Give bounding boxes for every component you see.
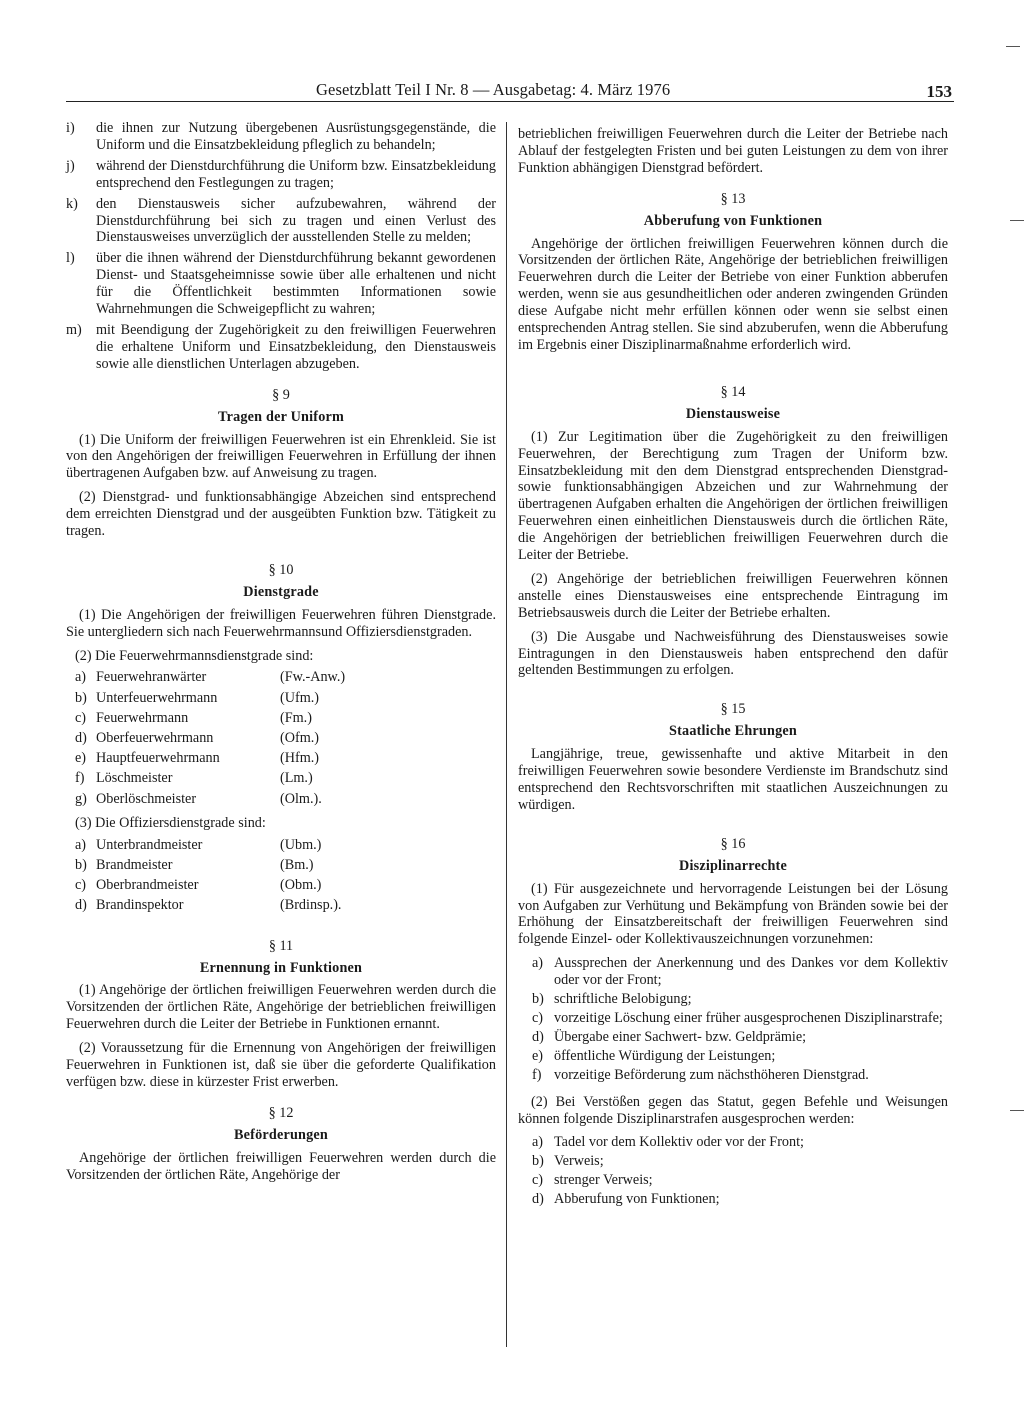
rank-row: e) Hauptfeuerwehrmann (Hfm.) [75, 750, 320, 767]
section-number: § 16 [720, 835, 746, 852]
rank-row: a) Unterbrandmeister (Ubm.) [75, 836, 322, 853]
left-column [66, 120, 496, 1190]
rank-row: g) Oberlöschmeister (Olm.). [75, 790, 322, 807]
awards-list [518, 955, 948, 1083]
paragraph: (1) Für ausgezeichnete und hervorragende Leistungen bei der Lösung von Aufgaben zur Verhütung und Bekämpfung von Bränden sowie bei der Erhöhung der Einsatzbereitschaft der freiwilligen Feuerwehren sind folgende Einzel- oder Kollektivauszeichnungen vorzunehmen: [518, 880, 948, 948]
section-number: § 11 [268, 937, 294, 954]
page-number: 153 [926, 82, 952, 101]
section-number: § 10 [268, 561, 294, 578]
section-title: Staatliche Ehrungen [669, 723, 797, 740]
scan-speck [1010, 1110, 1024, 1111]
list-item: j) während der Dienstdurchführung die Uniform bzw. Einsatzbekleidung entsprechend den Festlegungen zu tragen; [66, 157, 496, 191]
scan-speck [1006, 46, 1020, 47]
section-number: § 14 [720, 383, 746, 400]
rank-row: c) Feuerwehrmann (Fm.) [75, 709, 312, 726]
paragraph: (2) Angehörige der betrieblichen freiwilligen Feuerwehren können anstelle eines Dienstausweises eine entsprechende Eintragung im Betriebsausweis durch die Leiter der Betriebe erhalten. [518, 570, 948, 621]
list-item: a) Aussprechen der Anerkennung und des Dankes vor dem Kollektiv oder vor der Front; [532, 955, 948, 989]
rank-row: d) Brandinspektor (Brdinsp.). [75, 897, 342, 914]
list-item: c) strenger Verweis; [532, 1172, 653, 1189]
list-item: b) Verweis; [532, 1153, 604, 1170]
section-title: Tragen der Uniform [217, 408, 344, 425]
gazette-title: Gesetzblatt Teil I Nr. 8 — Ausgabetag: 4. März 1976 [316, 80, 671, 99]
penalties-list [518, 1134, 948, 1208]
section-title: Abberufung von Funktionen [643, 212, 823, 229]
column-divider [506, 122, 507, 1347]
header-rule [66, 101, 954, 102]
rank-row: a) Feuerwehranwärter (Fw.-Anw.) [75, 669, 346, 686]
rank-list-intro: (2) Die Feuerwehrmannsdienstgrade sind: [75, 647, 314, 664]
scan-speck [1010, 220, 1024, 221]
paragraph: (3) Die Ausgabe und Nachweisführung des Dienstausweises sowie Eintragungen in den Dienstausweis haben entsprechend den dafür geltenden Bestimmungen zu erfolgen. [518, 628, 948, 679]
paragraph: Langjährige, treue, gewissenhafte und aktive Mitarbeit in den freiwilligen Feuerwehren sowie besondere Verdienste im Brandschutz sind entsprechend den Rechtsvorschriften mit staatlichen Auszeichnungen zu würdigen. [518, 746, 948, 813]
list-item: e) öffentliche Würdigung der Leistungen; [532, 1047, 776, 1064]
rank-row: b) Brandmeister (Bm.) [75, 857, 314, 873]
list-item: l) über die ihnen während der Dienstdurchführung bekannt gewordenen Dienst- und Staatsgeheimnisse sowie über alle erhaltenen und nicht für die Öffentlichkeit bestimmten Informationen sowie Wahrnehmungen die Schweigepflicht zu wahren; [66, 250, 496, 318]
paragraph: Angehörige der örtlichen freiwilligen Feuerwehren werden durch die Vorsitzenden der örtlichen Räte, Angehörige der [66, 1149, 496, 1183]
list-item: f) vorzeitige Beförderung zum nächsthöheren Dienstgrad. [532, 1066, 869, 1083]
rank-row: f) Löschmeister (Lm.) [75, 770, 313, 787]
rank-list-intro: (3) Die Offiziersdienstgrade sind: [75, 814, 266, 831]
list-item: i) die ihnen zur Nutzung übergebenen Ausrüstungsgegenstände, die Uniform und die Einsatzbekleidung pfleglich zu behandeln; [66, 120, 496, 153]
section-title: Dienstausweise [685, 405, 781, 422]
paragraph: (1) Angehörige der örtlichen freiwilligen Feuerwehren werden durch die Vorsitzenden der örtlichen Räte, Angehörige der betrieblichen freiwilligen Feuerwehren durch die Leiter der Betriebe in Funktionen ernannt. [66, 982, 496, 1033]
rank-row: d) Oberfeuerwehrmann (Ofm.) [75, 730, 320, 747]
list-item: d) Übergabe einer Sachwert- bzw. Geldprämie; [532, 1028, 807, 1045]
section-number: § 12 [268, 1104, 294, 1121]
list-item: c) vorzeitige Löschung einer früher ausgesprochenen Disziplinarstrafe; [532, 1009, 943, 1026]
paragraph: (2) Dienstgrad- und funktionsabhängige Abzeichen sind entsprechend dem erreichten Dienstgrad und der ausgeübten Funktion bzw. Tätigkeit zu tragen. [66, 489, 496, 540]
list-item: a) Tadel vor dem Kollektiv oder vor der Front; [532, 1134, 804, 1151]
section-title: Dienstgrade [243, 583, 319, 600]
section-title: Ernennung in Funktionen [199, 959, 363, 976]
section-number: § 13 [720, 190, 746, 207]
rank-row: c) Oberbrandmeister (Obm.) [75, 877, 322, 894]
paragraph: (1) Zur Legitimation über die Zugehörigkeit zu den freiwilligen Feuerwehren, der Berechtigung zum Tragen der Uniform bzw. Einsatzbekleidung mit den dem Dienstgrad entsprechenden Dienstgrad- sowie funktionsabhängigen Abzeichen und zur Wahrnehmung der übertragenen Aufgaben erhalten die Angehörigen der örtlichen freiwilligen Feuerwehren einen einheitlichen Dienstausweis durch die örtlichen Räte, die Angehörigen der betrieblichen freiwilligen Feuerwehren durch die Leiter der Betriebe. [518, 428, 948, 564]
rank-list [66, 667, 496, 808]
section-number: § 9 [272, 386, 290, 403]
paragraph: (2) Bei Verstößen gegen das Statut, gegen Befehle und Weisungen können folgende Disziplinarstrafen ausgesprochen werden: [518, 1093, 948, 1127]
list-item: d) Abberufung von Funktionen; [532, 1191, 720, 1208]
section-title: Beförderungen [233, 1126, 329, 1143]
list-item: m) mit Beendigung der Zugehörigkeit zu den freiwilligen Feuerwehren die erhaltene Uniform und Einsatzbekleidung, den Dienstausweis sowie alle dienstlichen Unterlagen abzugeben. [66, 321, 496, 372]
paragraph: Angehörige der örtlichen freiwilligen Feuerwehren können durch die Vorsitzenden der örtlichen Räte, Angehörige der betrieblichen freiwilligen Feuerwehren durch die Leiter der Betriebe von einer Funktion abberufen werden, wenn sie aus gesundheitlichen oder anderen zwingenden Gründen diese Aufgabe nicht mehr erfüllen können oder wenn sie selbst einen entsprechenden Antrag stellen. Sie sind abzuberufen, wenn die Abberufung im Ergebnis einer Disziplinarmaßnahme erforderlich wird. [518, 235, 948, 353]
right-column [518, 126, 948, 1210]
section-number: § 15 [720, 701, 746, 718]
section-title: Disziplinarrechte [679, 857, 787, 874]
paragraph: (2) Voraussetzung für die Ernennung von Angehörigen der freiwilligen Feuerwehren in Funktionen ist, daß sie über die geforderte Qualifikation verfügen bzw. diese in kürzester Frist erwerben. [66, 1040, 496, 1090]
paragraph-continued: betrieblichen freiwilligen Feuerwehren durch die Leiter der Betriebe nach Ablauf der festgelegten Fristen und bei guten Leistungen zu dem von ihrer Funktion abhängigen Dienstgrad befördert. [518, 126, 948, 176]
list-item: b) schriftliche Belobigung; [532, 991, 692, 1008]
duties-list [66, 120, 496, 373]
officer-rank-list [66, 835, 496, 916]
paragraph: (1) Die Angehörigen der freiwilligen Feuerwehren führen Dienstgrade. Sie untergliedern sich nach Feuerwehrmannsund Offiziersdienstgraden. [66, 606, 496, 640]
paragraph: (1) Die Uniform der freiwilligen Feuerwehren ist ein Ehrenkleid. Sie ist von den Angehörigen der freiwilligen Feuerwehren in Erfüllung der ihnen übertragenen Aufgaben bzw. auf Anweisung zu tragen. [66, 431, 496, 482]
rank-row: b) Unterfeuerwehrmann (Ufm.) [75, 689, 320, 706]
list-item: k) den Dienstausweis sicher aufzubewahren, während der Dienstdurchführung bei sich zu tragen und einen Verlust des Dienstausweises unverzüglich der ausstellenden Stelle zu melden; [66, 195, 496, 246]
